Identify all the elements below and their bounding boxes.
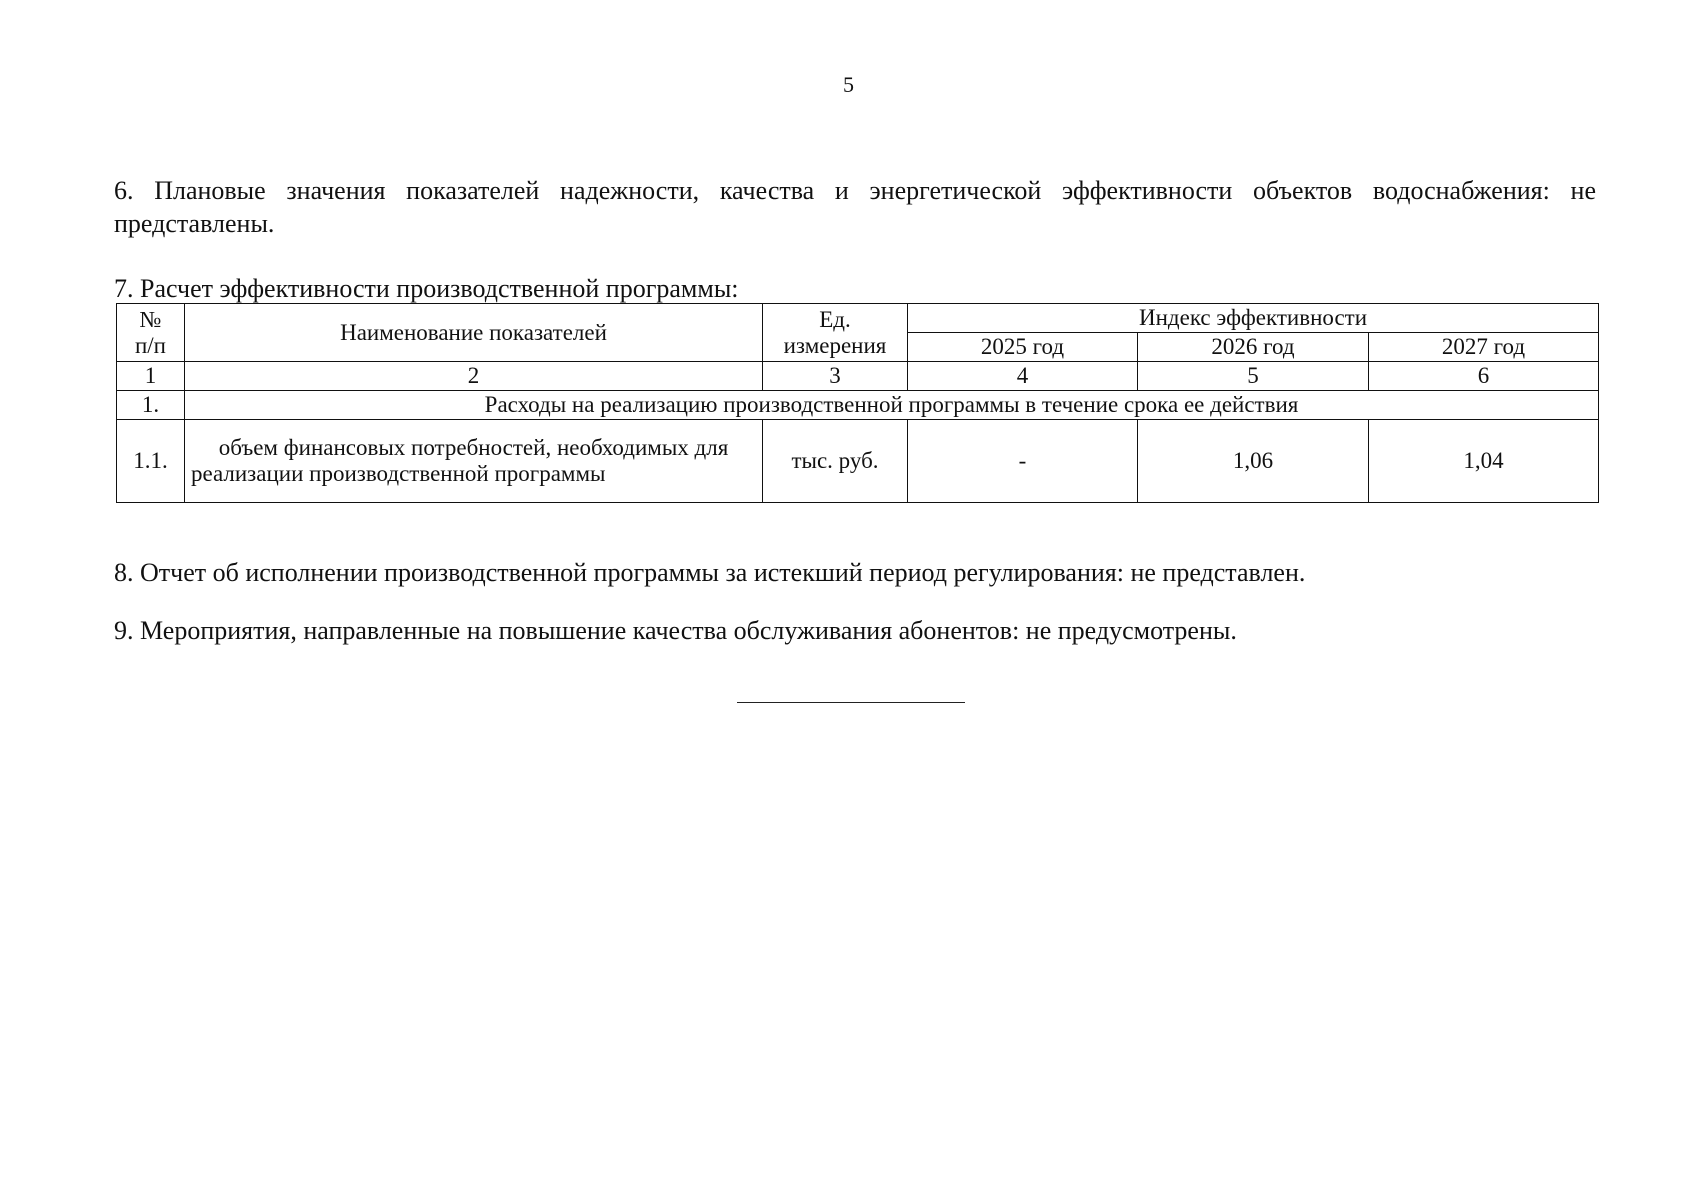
row-num: 1.1. <box>117 420 185 503</box>
efficiency-table <box>116 303 1599 503</box>
row-value-2027: 1,04 <box>1369 420 1599 503</box>
paragraph-9: 9. Мероприятия, направленные на повышение качества обслуживания абонентов: не предусмотрены. <box>114 616 1237 645</box>
column-number-3: 3 <box>763 362 908 391</box>
row-name: объем финансовых потребностей, необходимых для реализации производственной программы <box>185 420 763 503</box>
section-title: Расходы на реализацию производственной программы в течение срока ее действия <box>185 391 1599 420</box>
header-year-2026: 2026 год <box>1138 333 1369 362</box>
header-year-2027: 2027 год <box>1369 333 1599 362</box>
header-unit-line1: Ед. <box>819 306 851 332</box>
end-divider <box>737 702 965 703</box>
header-unit-cell <box>763 304 908 362</box>
row-value-2026: 1,06 <box>1138 420 1369 503</box>
table-header-row <box>117 304 1599 333</box>
column-number-4: 4 <box>908 362 1138 391</box>
table-section-row <box>117 391 1599 420</box>
column-number-1: 1 <box>117 362 185 391</box>
paragraph-7: 7. Расчет эффективности производственной программы: <box>114 274 739 303</box>
row-value-2025: - <box>908 420 1138 503</box>
table-row <box>117 420 1599 503</box>
row-unit: тыс. руб. <box>763 420 908 503</box>
header-num-line1: № <box>139 306 162 332</box>
column-number-6: 6 <box>1369 362 1599 391</box>
header-num-line2: п/п <box>134 332 166 358</box>
section-num: 1. <box>117 391 185 420</box>
paragraph-6: 6. Плановые значения показателей надежности, качества и энергетической эффективности объектов водоснабжения: не представлены. <box>114 176 1596 238</box>
header-index-group: Индекс эффективности <box>908 304 1599 333</box>
page-number: 5 <box>843 72 854 97</box>
paragraph-8: 8. Отчет об исполнении производственной программы за истекший период регулирования: не представлен. <box>114 558 1306 587</box>
header-name-cell: Наименование показателей <box>185 304 763 362</box>
header-num-cell <box>117 304 185 362</box>
header-year-2025: 2025 год <box>908 333 1138 362</box>
column-number-2: 2 <box>185 362 763 391</box>
table-column-numbers-row <box>117 362 1599 391</box>
header-unit-line2: измерения <box>783 332 887 358</box>
column-number-5: 5 <box>1138 362 1369 391</box>
